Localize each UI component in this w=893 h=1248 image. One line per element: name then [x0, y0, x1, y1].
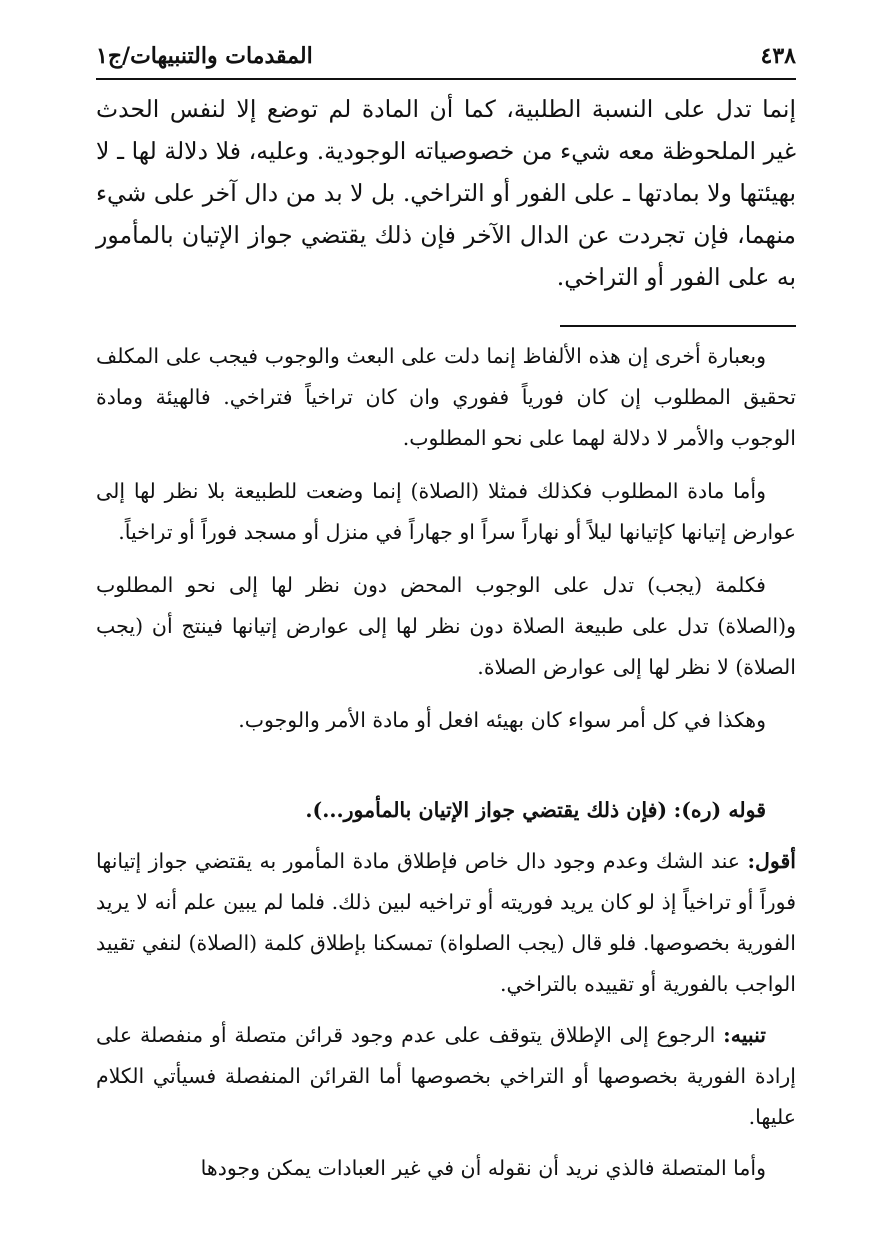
aqul-paragraph — [96, 841, 796, 1005]
aqul-text: عند الشك وعدم وجود دال خاص فإطلاق مادة المأمور به يقتضي جواز إتيانها فوراً أو تراخياً إذ لو كان يريد فوريته أو تراخيه لبين ذلك. فلما لم يبين علم أنه لا يريد الفورية بخصوصها. فلو قال (يجب الصلواة) تمسكنا بإطلاق كلمة (الصلاة) لنفي تقييد الواجب بالفورية أو تقييده بالتراخي. — [96, 849, 796, 996]
footnote-block — [96, 336, 796, 753]
footnote-paragraph-2: وأما مادة المطلوب فكذلك فمثلا (الصلاة) إنما وضعت للطبيعة بلا نظر لها إلى عوارض إتيانها كإتيانها ليلاً أو نهاراً سراً او جهاراً في منزل أو مسجد فوراً أو تراخياً. — [96, 479, 796, 544]
footnote-paragraph-1: وبعبارة أخرى إن هذه الألفاظ إنما دلت على البعث والوجوب فيجب على المكلف تحقيق المطلوب إن كان فورياً ففوري وان كان تراخياً فتراخي. فالهيئة ومادة الوجوب والأمر لا دلالة لهما على نحو المطلوب. — [96, 344, 796, 450]
commentary-block — [96, 790, 796, 1199]
footnote-paragraph-4: وهكذا في كل أمر سواء كان بهيئه افعل أو مادة الأمر والوجوب. — [238, 708, 766, 732]
main-text-block — [96, 88, 796, 298]
quote-label: قوله (ره): — [673, 798, 766, 822]
footnote-paragraph-3: فكلمة (يجب) تدل على الوجوب المحض دون نظر لها إلى نحو المطلوب و(الصلاة) تدل على طبيعة الصلاة دون نظر لها إلى عوارض إتيانها فينتج أن (يجب الصلاة) لا نظر لها إلى عوارض الصلاة. — [96, 573, 796, 679]
quote-line — [96, 790, 796, 831]
last-paragraph: وأما المتصلة فالذي نريد أن نقوله أن في غير العبادات يمكن وجودها — [200, 1156, 766, 1180]
footnote-separator — [560, 325, 796, 327]
tanbih-text: الرجوع إلى الإطلاق يتوقف على عدم وجود قرائن متصلة أو منفصلة على إرادة الفورية بخصوصها أو التراخي بخصوصها أما القرائن المنفصلة فسيأتي الكلام عليها. — [96, 1023, 796, 1129]
page-header — [96, 36, 796, 76]
page-number: ٤٣٨ — [760, 43, 796, 69]
tanbih-label: تنبيه: — [723, 1023, 766, 1047]
quote-text: (فإن ذلك يقتضي جواز الإتيان بالمأمور...). — [305, 798, 668, 822]
tanbih-paragraph — [96, 1015, 796, 1138]
running-title: المقدمات والتنبيهات/ج١ — [96, 43, 313, 69]
aqul-label: أقول: — [747, 849, 796, 873]
header-rule — [96, 78, 796, 80]
main-paragraph: إنما تدل على النسبة الطلبية، كما أن المادة لم توضع إلا لنفس الحدث غير الملحوظة معه شيء من خصوصياته الوجودية. وعليه، فلا دلالة لها ـ لا بهيئتها ولا بمادتها ـ على الفور أو التراخي. بل لا بد من دال آخر على شيء منهما، فإن تجردت عن الدال الآخر فإن ذلك يقتضي جواز الإتيان بالمأمور به على الفور أو التراخي. — [96, 95, 796, 291]
